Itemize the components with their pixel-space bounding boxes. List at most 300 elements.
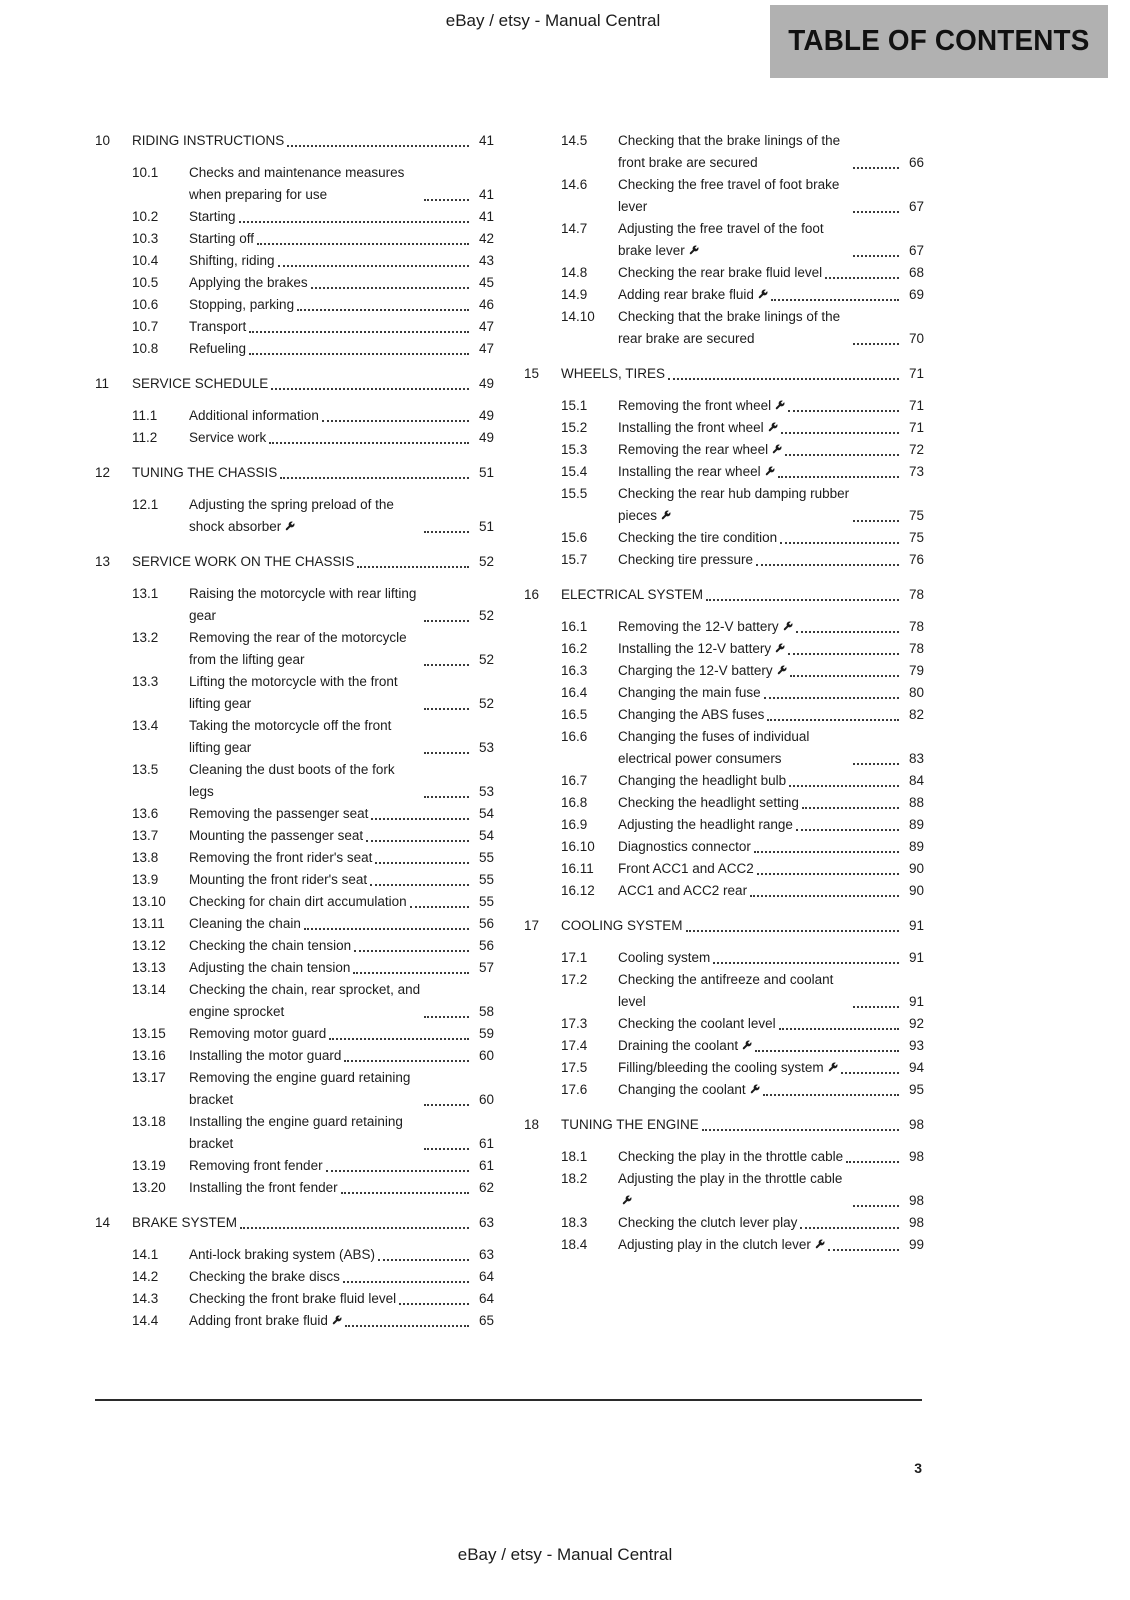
toc-entry-number: 13.17 (132, 1070, 166, 1085)
toc-chapter-entry (95, 1212, 494, 1234)
toc-section-entry (524, 1057, 924, 1079)
toc-entry-number: 17.4 (561, 1038, 588, 1053)
toc-entry-title: Applying the brakes (189, 275, 308, 290)
toc-entry-page: 71 (908, 366, 924, 381)
wrench-icon (771, 444, 782, 455)
dot-leader (750, 895, 899, 897)
wrench-icon (774, 643, 785, 654)
dot-leader (375, 862, 469, 864)
toc-section-entry (95, 405, 494, 427)
toc-entry-number: 13.13 (132, 960, 166, 975)
toc-section-entry (524, 792, 924, 814)
toc-entry-title: Additional information (189, 408, 319, 423)
toc-entry-title: Removing the 12-V battery (618, 616, 793, 638)
toc-section-entry (95, 427, 494, 449)
toc-entry-title: Checking the front brake fluid level (189, 1291, 397, 1306)
toc-entry-number: 15.6 (561, 530, 588, 545)
wrench-icon (774, 400, 785, 411)
dot-leader (828, 1249, 899, 1251)
dot-leader (329, 1038, 469, 1040)
toc-entry-page: 53 (478, 740, 494, 755)
toc-entry-title: Checking the chain tension (189, 938, 352, 953)
dot-leader (371, 818, 469, 820)
toc-entry-page: 63 (478, 1247, 494, 1262)
toc-section-entry (524, 218, 924, 262)
toc-section-entry (524, 682, 924, 704)
toc-entry-number: 10 (95, 133, 111, 148)
toc-entry-number: 13.9 (132, 872, 159, 887)
toc-entry-number: 10.4 (132, 253, 159, 268)
toc-entry-title: Draining the coolant (618, 1035, 752, 1057)
toc-entry-page: 98 (908, 1117, 924, 1132)
toc-section-entry (95, 494, 494, 538)
wrench-icon (749, 1084, 760, 1095)
toc-section-entry (524, 969, 924, 1013)
toc-section-entry (95, 803, 494, 825)
toc-entry-page: 89 (908, 817, 924, 832)
toc-entry-page: 51 (478, 465, 494, 480)
toc-section-entry (524, 660, 924, 682)
dot-leader (755, 1050, 899, 1052)
wrench-icon (814, 1239, 825, 1250)
toc-entry-number: 18.2 (561, 1171, 588, 1186)
toc-entry-title: Adding front brake fluid (189, 1310, 342, 1332)
dot-leader (424, 620, 469, 622)
toc-entry-title: Starting (189, 209, 236, 224)
toc-section-entry (95, 1067, 494, 1111)
toc-section-entry (95, 759, 494, 803)
dot-leader (785, 454, 899, 456)
toc-entry-page: 60 (478, 1048, 494, 1063)
toc-entry-number: 14.7 (561, 221, 588, 236)
toc-entry-number: 15.1 (561, 398, 588, 413)
toc-chapter-entry (524, 1114, 924, 1136)
toc-entry-title: Cleaning the chain (189, 916, 301, 931)
wrench-icon (284, 521, 295, 532)
toc-entry-number: 17.3 (561, 1016, 588, 1031)
toc-entry-page: 78 (908, 619, 924, 634)
toc-entry-title: Mounting the front rider's seat (189, 872, 368, 887)
toc-entry-title: Installing the front wheel (618, 417, 778, 439)
toc-entry-page: 92 (908, 1016, 924, 1031)
dot-leader (756, 564, 899, 566)
toc-entry-page: 89 (908, 839, 924, 854)
toc-entry-number: 18.1 (561, 1149, 588, 1164)
toc-entry-title: Mounting the passenger seat (189, 828, 364, 843)
toc-entry-number: 14.5 (561, 133, 588, 148)
dot-leader (424, 708, 469, 710)
wrench-icon (764, 466, 775, 477)
toc-entry-number: 16.12 (561, 883, 595, 898)
toc-entry-title: WHEELS, TIRES (561, 366, 666, 381)
toc-entry-page: 75 (908, 530, 924, 545)
toc-entry-title: Removing the passenger seat (189, 806, 369, 821)
toc-entry-number: 10.5 (132, 275, 159, 290)
toc-section-entry (95, 715, 494, 759)
toc-entry-number: 13.8 (132, 850, 159, 865)
toc-entry-page: 55 (478, 850, 494, 865)
toc-section-entry (95, 294, 494, 316)
toc-entry-title: Anti-lock braking system (ABS) (189, 1247, 376, 1262)
toc-section-entry (524, 1234, 924, 1256)
toc-entry-page: 42 (478, 231, 494, 246)
toc-section-entry (524, 880, 924, 902)
toc-entry-title: Cleaning the dust boots of the fork legs (189, 762, 395, 799)
toc-entry-number: 13.4 (132, 718, 159, 733)
toc-entry-page: 73 (908, 464, 924, 479)
dot-leader (788, 410, 899, 412)
toc-entry-number: 14.4 (132, 1313, 159, 1328)
toc-banner (770, 5, 1108, 78)
dot-leader (249, 331, 469, 333)
toc-entry-number: 11.1 (132, 408, 158, 423)
toc-entry-number: 16.4 (561, 685, 588, 700)
toc-entry-number: 14 (95, 1215, 111, 1230)
toc-section-entry (524, 527, 924, 549)
toc-section-entry (95, 1177, 494, 1199)
toc-entry-page: 66 (908, 155, 924, 170)
toc-entry-number: 16.9 (561, 817, 588, 832)
dot-leader (304, 928, 469, 930)
toc-entry-page: 78 (908, 587, 924, 602)
toc-entry-number: 18.3 (561, 1215, 588, 1230)
toc-entry-number: 14.10 (561, 309, 595, 324)
toc-entry-title: Adjusting the play in the throttle cable (618, 1168, 850, 1212)
toc-entry-page: 58 (478, 1004, 494, 1019)
toc-entry-title: Raising the motorcycle with rear lifting gear (189, 586, 417, 623)
dot-leader (706, 599, 899, 601)
toc-entry-title: ELECTRICAL SYSTEM (561, 587, 704, 602)
toc-entry-title: Cooling system (618, 950, 711, 965)
dot-leader (424, 199, 469, 201)
toc-entry-title: Checking for chain dirt accumulation (189, 894, 407, 909)
wrench-icon (776, 665, 787, 676)
dot-leader (341, 1192, 469, 1194)
dot-leader (764, 697, 899, 699)
dot-leader (410, 906, 469, 908)
toc-entry-number: 16.6 (561, 729, 588, 744)
toc-entry-title: Checking that the brake linings of the front brake are secured (618, 133, 841, 170)
toc-entry-title: Installing the 12-V battery (618, 638, 785, 660)
wrench-icon (660, 510, 671, 521)
toc-chapter-entry (95, 130, 494, 152)
toc-entry-number: 17.2 (561, 972, 588, 987)
toc-section-entry (524, 549, 924, 571)
toc-entry-page: 64 (478, 1291, 494, 1306)
dot-leader (781, 432, 899, 434)
dot-leader (399, 1303, 469, 1305)
toc-section-entry (95, 935, 494, 957)
toc-section-entry (524, 130, 924, 174)
dot-leader (767, 719, 899, 721)
toc-entry-page: 67 (908, 243, 924, 258)
toc-section-entry (95, 583, 494, 627)
dot-leader (271, 388, 469, 390)
dot-leader (853, 343, 899, 345)
dot-leader (424, 1104, 469, 1106)
dot-leader (357, 566, 469, 568)
toc-entry-number: 17.6 (561, 1082, 588, 1097)
toc-entry-number: 12.1 (132, 497, 159, 512)
dot-leader (424, 1148, 469, 1150)
toc-entry-page: 52 (478, 652, 494, 667)
dot-leader (424, 796, 469, 798)
toc-column-right (524, 130, 924, 1332)
toc-entry-title: Transport (189, 319, 247, 334)
dot-leader (424, 664, 469, 666)
toc-section-entry (524, 1146, 924, 1168)
toc-entry-title: Filling/bleeding the cooling system (618, 1057, 838, 1079)
toc-entry-page: 72 (908, 442, 924, 457)
toc-section-entry (95, 671, 494, 715)
toc-column-left (95, 130, 494, 1332)
toc-entry-number: 10.3 (132, 231, 159, 246)
dot-leader (257, 243, 469, 245)
toc-entry-title: Changing the headlight bulb (618, 773, 787, 788)
dot-leader (779, 1028, 899, 1030)
toc-entry-page: 78 (908, 641, 924, 656)
toc-entry-number: 16.7 (561, 773, 588, 788)
toc-entry-title: SERVICE WORK ON THE CHASSIS (132, 554, 355, 569)
toc-entry-page: 65 (478, 1313, 494, 1328)
toc-entry-number: 13.2 (132, 630, 159, 645)
toc-entry-page: 62 (478, 1180, 494, 1195)
toc-entry-title: TUNING THE ENGINE (561, 1117, 699, 1132)
toc-entry-page: 61 (478, 1158, 494, 1173)
toc-section-entry (524, 704, 924, 726)
toc-entry-page: 83 (908, 751, 924, 766)
toc-entry-number: 15.5 (561, 486, 588, 501)
toc-entry-title: Taking the motorcycle off the front lifting gear (189, 718, 392, 755)
toc-entry-page: 49 (478, 408, 494, 423)
toc-entry-page: 84 (908, 773, 924, 788)
toc-entry-title: Removing front fender (189, 1158, 323, 1173)
toc-entry-page: 56 (478, 938, 494, 953)
toc-section-entry (95, 228, 494, 250)
dot-leader (789, 785, 899, 787)
toc-section-entry (95, 891, 494, 913)
toc-entry-number: 14.9 (561, 287, 588, 302)
toc-entry-page: 52 (478, 554, 494, 569)
toc-section-entry (95, 847, 494, 869)
toc-entry-title: Removing the front wheel (618, 395, 785, 417)
toc-entry-number: 10.7 (132, 319, 159, 334)
toc-section-entry (95, 250, 494, 272)
toc-entry-number: 13.12 (132, 938, 166, 953)
toc-entry-page: 91 (908, 918, 924, 933)
toc-entry-number: 13.11 (132, 916, 165, 931)
toc-entry-title: Checking the clutch lever play (618, 1215, 798, 1230)
toc-entry-page: 99 (908, 1237, 924, 1252)
toc-entry-title: Refueling (189, 341, 247, 356)
toc-entry-page: 71 (908, 420, 924, 435)
toc-entry-page: 91 (908, 950, 924, 965)
toc-entry-title: Installing the motor guard (189, 1048, 342, 1063)
dot-leader (802, 807, 899, 809)
dot-leader (249, 353, 469, 355)
toc-entry-number: 16.1 (561, 619, 588, 634)
dot-leader (345, 1325, 469, 1327)
toc-entry-number: 15.3 (561, 442, 588, 457)
toc-entry-page: 61 (478, 1136, 494, 1151)
toc-entry-page: 41 (478, 133, 494, 148)
toc-entry-title: Charging the 12-V battery (618, 660, 787, 682)
wrench-icon (782, 621, 793, 632)
toc-entry-number: 13.7 (132, 828, 159, 843)
toc-entry-title: Checking the headlight setting (618, 795, 799, 810)
dot-leader (239, 221, 469, 223)
toc-section-entry (524, 947, 924, 969)
toc-entry-number: 16.5 (561, 707, 588, 722)
toc-entry-number: 17.5 (561, 1060, 588, 1075)
dot-leader (853, 1006, 899, 1008)
toc-section-entry (524, 836, 924, 858)
toc-section-entry (95, 913, 494, 935)
dot-leader (278, 265, 469, 267)
toc-entry-title: Checking that the brake linings of the rear brake are secured (618, 309, 841, 346)
toc-entry-page: 41 (478, 209, 494, 224)
toc-banner-title: TABLE OF CONTENTS (788, 25, 1090, 57)
toc-entry-title: Installing the engine guard retaining bracket (189, 1114, 403, 1151)
footer-page-number: 3 (914, 1460, 922, 1476)
wrench-icon (331, 1315, 342, 1326)
toc-section-entry (95, 869, 494, 891)
toc-entry-page: 95 (908, 1082, 924, 1097)
dot-leader (366, 840, 469, 842)
toc-entry-number: 13.19 (132, 1158, 166, 1173)
toc-entry-title: Changing the main fuse (618, 685, 761, 700)
toc-entry-page: 51 (478, 519, 494, 534)
toc-section-entry (95, 316, 494, 338)
toc-entry-number: 14.3 (132, 1291, 159, 1306)
dot-leader (780, 542, 899, 544)
toc-entry-page: 56 (478, 916, 494, 931)
toc-entry-title: SERVICE SCHEDULE (132, 376, 269, 391)
toc-section-entry (524, 1013, 924, 1035)
toc-entry-page: 98 (908, 1215, 924, 1230)
dot-leader (713, 962, 899, 964)
toc-entry-page: 54 (478, 828, 494, 843)
toc-entry-number: 10.6 (132, 297, 159, 312)
footer-site-title: eBay / etsy - Manual Central (457, 1545, 673, 1564)
dot-leader (326, 1170, 469, 1172)
toc-entry-title: COOLING SYSTEM (561, 918, 683, 933)
dot-leader (280, 477, 469, 479)
toc-entry-title: Checking the play in the throttle cable (618, 1149, 844, 1164)
toc-entry-number: 13.6 (132, 806, 159, 821)
toc-entry-page: 52 (478, 696, 494, 711)
toc-section-entry (524, 262, 924, 284)
footer-divider (95, 1399, 922, 1401)
toc-entry-title: Adjusting the chain tension (189, 960, 351, 975)
dot-leader (800, 1227, 899, 1229)
toc-entry-title: TUNING THE CHASSIS (132, 465, 278, 480)
toc-entry-number: 14.6 (561, 177, 588, 192)
toc-entry-title: Adjusting the headlight range (618, 817, 793, 832)
toc-entry-title: Adjusting the spring preload of the shock absorber (189, 497, 394, 534)
dot-leader (763, 1094, 899, 1096)
dot-leader (343, 1281, 469, 1283)
toc-entry-number: 15.7 (561, 552, 588, 567)
wrench-icon (621, 1195, 632, 1206)
dot-leader (853, 211, 899, 213)
toc-entry-page: 75 (908, 508, 924, 523)
dot-leader (287, 145, 469, 147)
toc-entry-number: 17.1 (561, 950, 588, 965)
dot-leader (825, 277, 899, 279)
toc-entry-number: 15.4 (561, 464, 588, 479)
toc-section-entry (524, 417, 924, 439)
toc-entry-title: Changing the coolant (618, 1079, 760, 1101)
toc-entry-title: Checking the chain, rear sprocket, and engine sprocket (189, 982, 421, 1019)
toc-chapter-entry (524, 915, 924, 937)
toc-entry-page: 93 (908, 1038, 924, 1053)
toc-entry-number: 14.8 (561, 265, 588, 280)
toc-entry-number: 16.10 (561, 839, 595, 854)
toc-entry-page: 43 (478, 253, 494, 268)
toc-entry-page: 82 (908, 707, 924, 722)
toc-entry-title: Adjusting play in the clutch lever (618, 1234, 825, 1256)
toc-entry-title: Checking tire pressure (618, 552, 754, 567)
toc-entry-number: 16.2 (561, 641, 588, 656)
toc-entry-title: Checking the antifreeze and coolant level (618, 972, 834, 1009)
dot-leader (853, 1205, 899, 1207)
toc-section-entry (95, 957, 494, 979)
toc-entry-number: 13.10 (132, 894, 166, 909)
dot-leader (846, 1161, 899, 1163)
dot-leader (788, 653, 899, 655)
toc-entry-page: 79 (908, 663, 924, 678)
toc-chapter-entry (524, 584, 924, 606)
toc-entry-number: 16.3 (561, 663, 588, 678)
toc-entry-page: 46 (478, 297, 494, 312)
toc-entry-title: Shifting, riding (189, 253, 275, 268)
toc-entry-page: 55 (478, 894, 494, 909)
toc-section-entry (524, 483, 924, 527)
toc-entry-page: 80 (908, 685, 924, 700)
toc-entry-page: 90 (908, 883, 924, 898)
toc-entry-title: Installing the rear wheel (618, 461, 775, 483)
dot-leader (424, 752, 469, 754)
toc-entry-title: Removing the engine guard retaining bracket (189, 1070, 411, 1107)
toc-chapter-entry (95, 462, 494, 484)
toc-entry-page: 60 (478, 1092, 494, 1107)
dot-leader (853, 520, 899, 522)
toc-entry-page: 59 (478, 1026, 494, 1041)
toc-entry-page: 63 (478, 1215, 494, 1230)
toc-entry-page: 47 (478, 341, 494, 356)
dot-leader (853, 763, 899, 765)
toc-entry-number: 18 (524, 1117, 540, 1132)
toc-entry-title: BRAKE SYSTEM (132, 1215, 238, 1230)
toc-section-entry (95, 206, 494, 228)
dot-leader (853, 167, 899, 169)
toc-entry-page: 70 (908, 331, 924, 346)
dot-leader (796, 829, 899, 831)
toc-section-entry (524, 1212, 924, 1234)
toc-section-entry (95, 979, 494, 1023)
toc-entry-page: 98 (908, 1149, 924, 1164)
toc-entry-title: Removing the rear of the motorcycle from the lifting gear (189, 630, 407, 667)
toc-entry-title: Lifting the motorcycle with the front lifting gear (189, 674, 398, 711)
toc-entry-number: 13.15 (132, 1026, 166, 1041)
dot-leader (240, 1227, 469, 1229)
toc-section-entry (524, 770, 924, 792)
toc-section-entry (95, 1045, 494, 1067)
toc-entry-page: 91 (908, 994, 924, 1009)
toc-section-entry (95, 338, 494, 360)
toc-section-entry (95, 1155, 494, 1177)
